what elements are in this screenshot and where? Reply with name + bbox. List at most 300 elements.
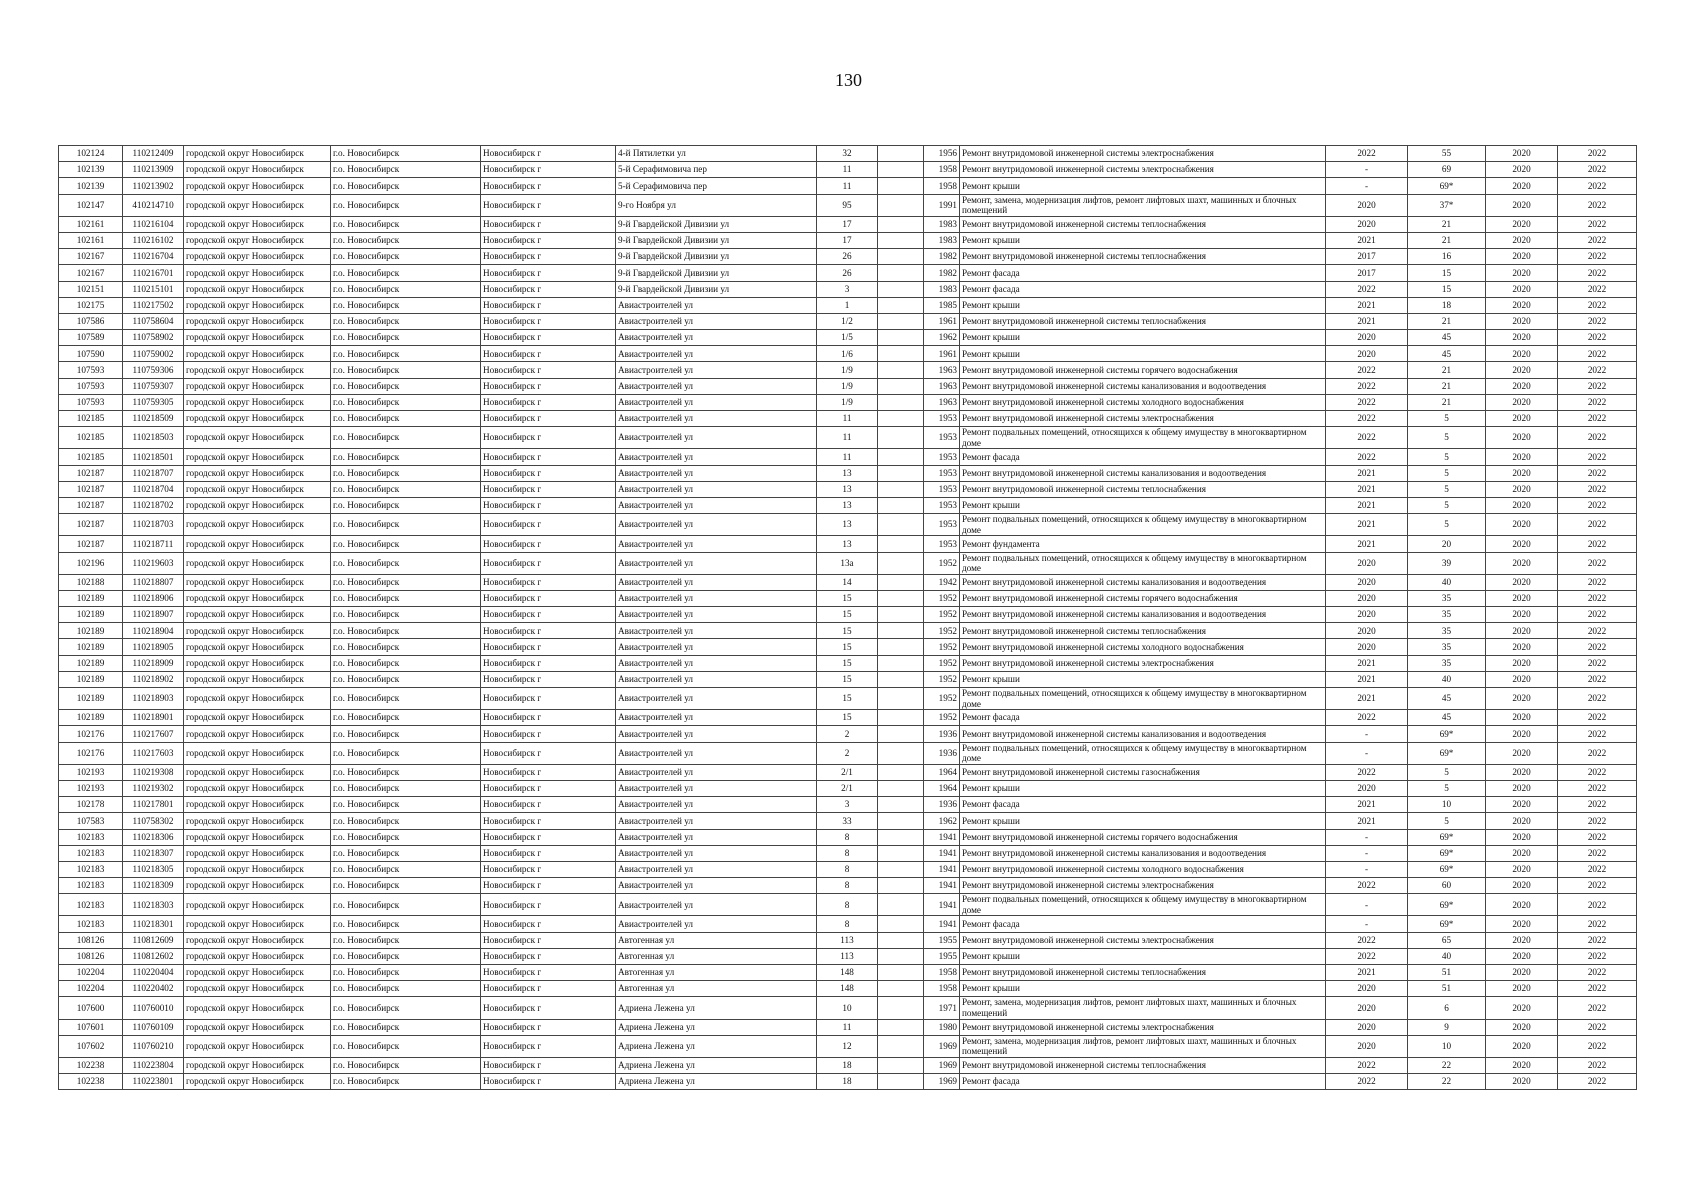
work-type-cell: Ремонт внутридомовой инженерной системы канализования и водоотведения xyxy=(960,726,1326,742)
house-number-cell: 148 xyxy=(817,965,878,981)
table-row xyxy=(59,281,1637,297)
build-year-cell: 1969 xyxy=(924,1074,960,1090)
house-number-cell: 13 xyxy=(817,465,878,481)
building-cell xyxy=(878,655,924,671)
period-end-cell: 2022 xyxy=(1558,232,1637,248)
municipality-cell: городской округ Новосибирск xyxy=(184,378,331,394)
wear-percent-cell: 69 xyxy=(1408,162,1486,178)
period-start-cell: 2020 xyxy=(1486,639,1558,655)
house-id-cell: 102188 xyxy=(59,574,123,590)
last-repair-year-cell: 2020 xyxy=(1326,330,1408,346)
period-start-cell: 2020 xyxy=(1486,346,1558,362)
table-row xyxy=(59,861,1637,877)
work-id-cell: 110217607 xyxy=(123,726,184,742)
period-start-cell: 2020 xyxy=(1486,1057,1558,1073)
settlement-cell: Новосибирск г xyxy=(481,797,616,813)
wear-percent-cell: 5 xyxy=(1408,427,1486,449)
last-repair-year-cell: 2021 xyxy=(1326,797,1408,813)
house-number-cell: 8 xyxy=(817,878,878,894)
settlement-cell: Новосибирск г xyxy=(481,710,616,726)
municipal-district-cell: г.о. Новосибирск xyxy=(331,965,481,981)
last-repair-year-cell: 2020 xyxy=(1326,590,1408,606)
last-repair-year-cell: - xyxy=(1326,178,1408,194)
build-year-cell: 1941 xyxy=(924,916,960,932)
work-id-cell: 110220402 xyxy=(123,981,184,997)
wear-percent-cell: 6 xyxy=(1408,997,1486,1019)
street-cell: Адриена Лежена ул xyxy=(616,1057,817,1073)
period-end-cell: 2022 xyxy=(1558,607,1637,623)
house-number-cell: 8 xyxy=(817,916,878,932)
house-id-cell: 108126 xyxy=(59,948,123,964)
period-end-cell: 2022 xyxy=(1558,574,1637,590)
building-cell xyxy=(878,861,924,877)
house-number-cell: 1 xyxy=(817,297,878,313)
street-cell: Адриена Лежена ул xyxy=(616,997,817,1019)
period-start-cell: 2020 xyxy=(1486,297,1558,313)
settlement-cell: Новосибирск г xyxy=(481,194,616,216)
work-type-cell: Ремонт внутридомовой инженерной системы теплоснабжения xyxy=(960,249,1326,265)
municipality-cell: городской округ Новосибирск xyxy=(184,742,331,764)
house-number-cell: 148 xyxy=(817,981,878,997)
period-start-cell: 2020 xyxy=(1486,465,1558,481)
house-number-cell: 1/9 xyxy=(817,362,878,378)
work-type-cell: Ремонт внутридомовой инженерной системы канализования и водоотведения xyxy=(960,465,1326,481)
table-row xyxy=(59,764,1637,780)
build-year-cell: 1936 xyxy=(924,742,960,764)
build-year-cell: 1985 xyxy=(924,297,960,313)
municipality-cell: городской округ Новосибирск xyxy=(184,607,331,623)
building-cell xyxy=(878,1035,924,1057)
period-end-cell: 2022 xyxy=(1558,845,1637,861)
work-id-cell: 110218905 xyxy=(123,639,184,655)
period-start-cell: 2020 xyxy=(1486,1019,1558,1035)
table-row xyxy=(59,536,1637,552)
work-type-cell: Ремонт внутридомовой инженерной системы холодного водоснабжения xyxy=(960,394,1326,410)
settlement-cell: Новосибирск г xyxy=(481,607,616,623)
work-type-cell: Ремонт внутридомовой инженерной системы канализования и водоотведения xyxy=(960,607,1326,623)
settlement-cell: Новосибирск г xyxy=(481,411,616,427)
wear-percent-cell: 5 xyxy=(1408,813,1486,829)
municipality-cell: городской округ Новосибирск xyxy=(184,536,331,552)
building-cell xyxy=(878,710,924,726)
settlement-cell: Новосибирск г xyxy=(481,845,616,861)
building-cell xyxy=(878,465,924,481)
settlement-cell: Новосибирск г xyxy=(481,726,616,742)
house-id-cell: 102193 xyxy=(59,780,123,796)
house-id-cell: 107586 xyxy=(59,313,123,329)
work-type-cell: Ремонт внутридомовой инженерной системы канализования и водоотведения xyxy=(960,574,1326,590)
build-year-cell: 1961 xyxy=(924,313,960,329)
table-row xyxy=(59,411,1637,427)
last-repair-year-cell: 2020 xyxy=(1326,216,1408,232)
build-year-cell: 1963 xyxy=(924,394,960,410)
building-cell xyxy=(878,536,924,552)
work-id-cell: 110758302 xyxy=(123,813,184,829)
house-id-cell: 102139 xyxy=(59,162,123,178)
house-id-cell: 102183 xyxy=(59,894,123,916)
build-year-cell: 1969 xyxy=(924,1035,960,1057)
period-end-cell: 2022 xyxy=(1558,427,1637,449)
build-year-cell: 1952 xyxy=(924,590,960,606)
work-id-cell: 110216102 xyxy=(123,232,184,248)
work-id-cell: 110223804 xyxy=(123,1057,184,1073)
last-repair-year-cell: 2020 xyxy=(1326,780,1408,796)
settlement-cell: Новосибирск г xyxy=(481,623,616,639)
settlement-cell: Новосибирск г xyxy=(481,481,616,497)
municipality-cell: городской округ Новосибирск xyxy=(184,216,331,232)
last-repair-year-cell: 2020 xyxy=(1326,639,1408,655)
period-end-cell: 2022 xyxy=(1558,297,1637,313)
municipality-cell: городской округ Новосибирск xyxy=(184,623,331,639)
table-row xyxy=(59,845,1637,861)
period-start-cell: 2020 xyxy=(1486,710,1558,726)
street-cell: Авиастроителей ул xyxy=(616,378,817,394)
build-year-cell: 1955 xyxy=(924,948,960,964)
street-cell: Авиастроителей ул xyxy=(616,916,817,932)
municipal-district-cell: г.о. Новосибирск xyxy=(331,194,481,216)
house-number-cell: 8 xyxy=(817,861,878,877)
build-year-cell: 1962 xyxy=(924,330,960,346)
street-cell: Авиастроителей ул xyxy=(616,313,817,329)
build-year-cell: 1991 xyxy=(924,194,960,216)
wear-percent-cell: 10 xyxy=(1408,797,1486,813)
period-start-cell: 2020 xyxy=(1486,249,1558,265)
work-type-cell: Ремонт внутридомовой инженерной системы газоснабжения xyxy=(960,764,1326,780)
house-id-cell: 102139 xyxy=(59,178,123,194)
municipal-district-cell: г.о. Новосибирск xyxy=(331,481,481,497)
last-repair-year-cell: 2021 xyxy=(1326,655,1408,671)
building-cell xyxy=(878,590,924,606)
table-row xyxy=(59,671,1637,687)
building-cell xyxy=(878,281,924,297)
municipality-cell: городской округ Новосибирск xyxy=(184,726,331,742)
house-id-cell: 102176 xyxy=(59,726,123,742)
period-end-cell: 2022 xyxy=(1558,449,1637,465)
period-end-cell: 2022 xyxy=(1558,362,1637,378)
table-row xyxy=(59,894,1637,916)
build-year-cell: 1952 xyxy=(924,655,960,671)
municipal-district-cell: г.о. Новосибирск xyxy=(331,764,481,780)
house-id-cell: 107602 xyxy=(59,1035,123,1057)
last-repair-year-cell: 2021 xyxy=(1326,497,1408,513)
last-repair-year-cell: 2020 xyxy=(1326,194,1408,216)
street-cell: Авиастроителей ул xyxy=(616,394,817,410)
municipal-district-cell: г.о. Новосибирск xyxy=(331,1057,481,1073)
work-type-cell: Ремонт внутридомовой инженерной системы электроснабжения xyxy=(960,932,1326,948)
wear-percent-cell: 15 xyxy=(1408,281,1486,297)
work-id-cell: 110220404 xyxy=(123,965,184,981)
municipality-cell: городской округ Новосибирск xyxy=(184,394,331,410)
period-start-cell: 2020 xyxy=(1486,671,1558,687)
period-end-cell: 2022 xyxy=(1558,1035,1637,1057)
settlement-cell: Новосибирск г xyxy=(481,981,616,997)
build-year-cell: 1952 xyxy=(924,607,960,623)
municipal-district-cell: г.о. Новосибирск xyxy=(331,590,481,606)
period-start-cell: 2020 xyxy=(1486,362,1558,378)
building-cell xyxy=(878,178,924,194)
period-start-cell: 2020 xyxy=(1486,861,1558,877)
house-id-cell: 107600 xyxy=(59,997,123,1019)
table-row xyxy=(59,346,1637,362)
house-number-cell: 12 xyxy=(817,1035,878,1057)
period-start-cell: 2020 xyxy=(1486,948,1558,964)
last-repair-year-cell: 2020 xyxy=(1326,574,1408,590)
building-cell xyxy=(878,249,924,265)
wear-percent-cell: 45 xyxy=(1408,688,1486,710)
building-cell xyxy=(878,726,924,742)
building-cell xyxy=(878,162,924,178)
municipality-cell: городской округ Новосибирск xyxy=(184,829,331,845)
house-number-cell: 1/9 xyxy=(817,394,878,410)
settlement-cell: Новосибирск г xyxy=(481,1057,616,1073)
period-start-cell: 2020 xyxy=(1486,146,1558,162)
house-id-cell: 102151 xyxy=(59,281,123,297)
settlement-cell: Новосибирск г xyxy=(481,178,616,194)
building-cell xyxy=(878,313,924,329)
period-start-cell: 2020 xyxy=(1486,813,1558,829)
settlement-cell: Новосибирск г xyxy=(481,655,616,671)
settlement-cell: Новосибирск г xyxy=(481,764,616,780)
build-year-cell: 1956 xyxy=(924,146,960,162)
period-end-cell: 2022 xyxy=(1558,194,1637,216)
settlement-cell: Новосибирск г xyxy=(481,590,616,606)
work-id-cell: 110218307 xyxy=(123,845,184,861)
work-type-cell: Ремонт внутридомовой инженерной системы теплоснабжения xyxy=(960,1057,1326,1073)
work-type-cell: Ремонт внутридомовой инженерной системы электроснабжения xyxy=(960,655,1326,671)
work-id-cell: 110218901 xyxy=(123,710,184,726)
wear-percent-cell: 5 xyxy=(1408,481,1486,497)
period-start-cell: 2020 xyxy=(1486,607,1558,623)
settlement-cell: Новосибирск г xyxy=(481,894,616,916)
house-number-cell: 15 xyxy=(817,607,878,623)
house-id-cell: 102185 xyxy=(59,411,123,427)
work-id-cell: 110218711 xyxy=(123,536,184,552)
house-id-cell: 102189 xyxy=(59,590,123,606)
work-id-cell: 110218501 xyxy=(123,449,184,465)
municipal-district-cell: г.о. Новосибирск xyxy=(331,639,481,655)
period-start-cell: 2020 xyxy=(1486,394,1558,410)
period-start-cell: 2020 xyxy=(1486,726,1558,742)
settlement-cell: Новосибирск г xyxy=(481,313,616,329)
table-row xyxy=(59,590,1637,606)
street-cell: Авиастроителей ул xyxy=(616,330,817,346)
last-repair-year-cell: 2017 xyxy=(1326,249,1408,265)
build-year-cell: 1955 xyxy=(924,932,960,948)
wear-percent-cell: 35 xyxy=(1408,655,1486,671)
wear-percent-cell: 45 xyxy=(1408,710,1486,726)
settlement-cell: Новосибирск г xyxy=(481,249,616,265)
house-id-cell: 107590 xyxy=(59,346,123,362)
street-cell: Авиастроителей ул xyxy=(616,536,817,552)
municipal-district-cell: г.о. Новосибирск xyxy=(331,394,481,410)
work-type-cell: Ремонт подвальных помещений, относящихся к общему имуществу в многоквартирном доме xyxy=(960,742,1326,764)
period-end-cell: 2022 xyxy=(1558,378,1637,394)
table-row xyxy=(59,449,1637,465)
house-id-cell: 102187 xyxy=(59,497,123,513)
municipal-district-cell: г.о. Новосибирск xyxy=(331,916,481,932)
settlement-cell: Новосибирск г xyxy=(481,449,616,465)
work-id-cell: 110218306 xyxy=(123,829,184,845)
wear-percent-cell: 21 xyxy=(1408,232,1486,248)
building-cell xyxy=(878,574,924,590)
period-start-cell: 2020 xyxy=(1486,590,1558,606)
work-type-cell: Ремонт крыши xyxy=(960,813,1326,829)
last-repair-year-cell: 2022 xyxy=(1326,948,1408,964)
build-year-cell: 1953 xyxy=(924,514,960,536)
house-number-cell: 15 xyxy=(817,688,878,710)
municipal-district-cell: г.о. Новосибирск xyxy=(331,313,481,329)
municipal-district-cell: г.о. Новосибирск xyxy=(331,449,481,465)
street-cell: Авиастроителей ул xyxy=(616,764,817,780)
wear-percent-cell: 21 xyxy=(1408,216,1486,232)
municipality-cell: городской округ Новосибирск xyxy=(184,313,331,329)
wear-percent-cell: 5 xyxy=(1408,514,1486,536)
period-end-cell: 2022 xyxy=(1558,552,1637,574)
street-cell: Авиастроителей ул xyxy=(616,780,817,796)
street-cell: Авиастроителей ул xyxy=(616,688,817,710)
building-cell xyxy=(878,878,924,894)
work-id-cell: 110759306 xyxy=(123,362,184,378)
street-cell: Авиастроителей ул xyxy=(616,829,817,845)
municipality-cell: городской округ Новосибирск xyxy=(184,297,331,313)
build-year-cell: 1963 xyxy=(924,378,960,394)
period-end-cell: 2022 xyxy=(1558,178,1637,194)
street-cell: Авиастроителей ул xyxy=(616,574,817,590)
municipal-district-cell: г.о. Новосибирск xyxy=(331,607,481,623)
building-cell xyxy=(878,639,924,655)
build-year-cell: 1958 xyxy=(924,162,960,178)
municipality-cell: городской округ Новосибирск xyxy=(184,639,331,655)
period-end-cell: 2022 xyxy=(1558,162,1637,178)
period-end-cell: 2022 xyxy=(1558,394,1637,410)
house-number-cell: 13 xyxy=(817,536,878,552)
street-cell: Авиастроителей ул xyxy=(616,623,817,639)
house-number-cell: 11 xyxy=(817,427,878,449)
period-end-cell: 2022 xyxy=(1558,797,1637,813)
street-cell: Авиастроителей ул xyxy=(616,497,817,513)
building-cell xyxy=(878,297,924,313)
period-end-cell: 2022 xyxy=(1558,623,1637,639)
period-start-cell: 2020 xyxy=(1486,497,1558,513)
build-year-cell: 1969 xyxy=(924,1057,960,1073)
last-repair-year-cell: 2021 xyxy=(1326,481,1408,497)
street-cell: 9-й Гвардейской Дивизии ул xyxy=(616,281,817,297)
table-row xyxy=(59,574,1637,590)
municipality-cell: городской округ Новосибирск xyxy=(184,1057,331,1073)
street-cell: Авиастроителей ул xyxy=(616,726,817,742)
wear-percent-cell: 18 xyxy=(1408,297,1486,313)
settlement-cell: Новосибирск г xyxy=(481,639,616,655)
work-type-cell: Ремонт внутридомовой инженерной системы теплоснабжения xyxy=(960,216,1326,232)
street-cell: Авиастроителей ул xyxy=(616,481,817,497)
period-start-cell: 2020 xyxy=(1486,742,1558,764)
municipal-district-cell: г.о. Новосибирск xyxy=(331,297,481,313)
wear-percent-cell: 40 xyxy=(1408,574,1486,590)
wear-percent-cell: 15 xyxy=(1408,265,1486,281)
street-cell: Авиастроителей ул xyxy=(616,639,817,655)
municipal-district-cell: г.о. Новосибирск xyxy=(331,623,481,639)
municipal-district-cell: г.о. Новосибирск xyxy=(331,780,481,796)
house-number-cell: 3 xyxy=(817,797,878,813)
wear-percent-cell: 69* xyxy=(1408,742,1486,764)
period-start-cell: 2020 xyxy=(1486,481,1558,497)
municipality-cell: городской округ Новосибирск xyxy=(184,997,331,1019)
last-repair-year-cell: 2022 xyxy=(1326,449,1408,465)
last-repair-year-cell: - xyxy=(1326,829,1408,845)
work-id-cell: 110759307 xyxy=(123,378,184,394)
house-number-cell: 18 xyxy=(817,1057,878,1073)
house-id-cell: 102185 xyxy=(59,427,123,449)
period-end-cell: 2022 xyxy=(1558,894,1637,916)
period-start-cell: 2020 xyxy=(1486,216,1558,232)
work-type-cell: Ремонт внутридомовой инженерной системы теплоснабжения xyxy=(960,965,1326,981)
table-row xyxy=(59,313,1637,329)
period-end-cell: 2022 xyxy=(1558,671,1637,687)
work-id-cell: 110218509 xyxy=(123,411,184,427)
work-type-cell: Ремонт внутридомовой инженерной системы теплоснабжения xyxy=(960,481,1326,497)
street-cell: Автогенная ул xyxy=(616,932,817,948)
work-id-cell: 110218907 xyxy=(123,607,184,623)
municipality-cell: городской округ Новосибирск xyxy=(184,932,331,948)
house-number-cell: 2/1 xyxy=(817,764,878,780)
table-row xyxy=(59,249,1637,265)
table-row xyxy=(59,780,1637,796)
municipal-district-cell: г.о. Новосибирск xyxy=(331,932,481,948)
house-id-cell: 102189 xyxy=(59,607,123,623)
last-repair-year-cell: 2022 xyxy=(1326,281,1408,297)
period-end-cell: 2022 xyxy=(1558,313,1637,329)
street-cell: 9-й Гвардейской Дивизии ул xyxy=(616,232,817,248)
settlement-cell: Новосибирск г xyxy=(481,394,616,410)
house-number-cell: 1/5 xyxy=(817,330,878,346)
work-type-cell: Ремонт внутридомовой инженерной системы горячего водоснабжения xyxy=(960,362,1326,378)
build-year-cell: 1980 xyxy=(924,1019,960,1035)
last-repair-year-cell: 2020 xyxy=(1326,623,1408,639)
building-cell xyxy=(878,623,924,639)
work-id-cell: 110218309 xyxy=(123,878,184,894)
street-cell: Авиастроителей ул xyxy=(616,411,817,427)
municipal-district-cell: г.о. Новосибирск xyxy=(331,1074,481,1090)
work-type-cell: Ремонт фасада xyxy=(960,281,1326,297)
table-row xyxy=(59,726,1637,742)
last-repair-year-cell: 2022 xyxy=(1326,878,1408,894)
house-number-cell: 17 xyxy=(817,216,878,232)
building-cell xyxy=(878,411,924,427)
table-row xyxy=(59,552,1637,574)
street-cell: 5-й Серафимовича пер xyxy=(616,162,817,178)
house-number-cell: 11 xyxy=(817,162,878,178)
table-row xyxy=(59,378,1637,394)
period-start-cell: 2020 xyxy=(1486,623,1558,639)
settlement-cell: Новосибирск г xyxy=(481,861,616,877)
municipal-district-cell: г.о. Новосибирск xyxy=(331,1019,481,1035)
street-cell: Авиастроителей ул xyxy=(616,655,817,671)
house-number-cell: 26 xyxy=(817,265,878,281)
settlement-cell: Новосибирск г xyxy=(481,1035,616,1057)
work-id-cell: 110218707 xyxy=(123,465,184,481)
build-year-cell: 1952 xyxy=(924,552,960,574)
work-type-cell: Ремонт внутридомовой инженерной системы горячего водоснабжения xyxy=(960,590,1326,606)
municipal-district-cell: г.о. Новосибирск xyxy=(331,574,481,590)
municipality-cell: городской округ Новосибирск xyxy=(184,427,331,449)
work-type-cell: Ремонт крыши xyxy=(960,981,1326,997)
building-cell xyxy=(878,232,924,248)
build-year-cell: 1982 xyxy=(924,265,960,281)
wear-percent-cell: 45 xyxy=(1408,330,1486,346)
municipal-district-cell: г.о. Новосибирск xyxy=(331,813,481,829)
work-id-cell: 110215101 xyxy=(123,281,184,297)
work-type-cell: Ремонт подвальных помещений, относящихся к общему имуществу в многоквартирном доме xyxy=(960,427,1326,449)
